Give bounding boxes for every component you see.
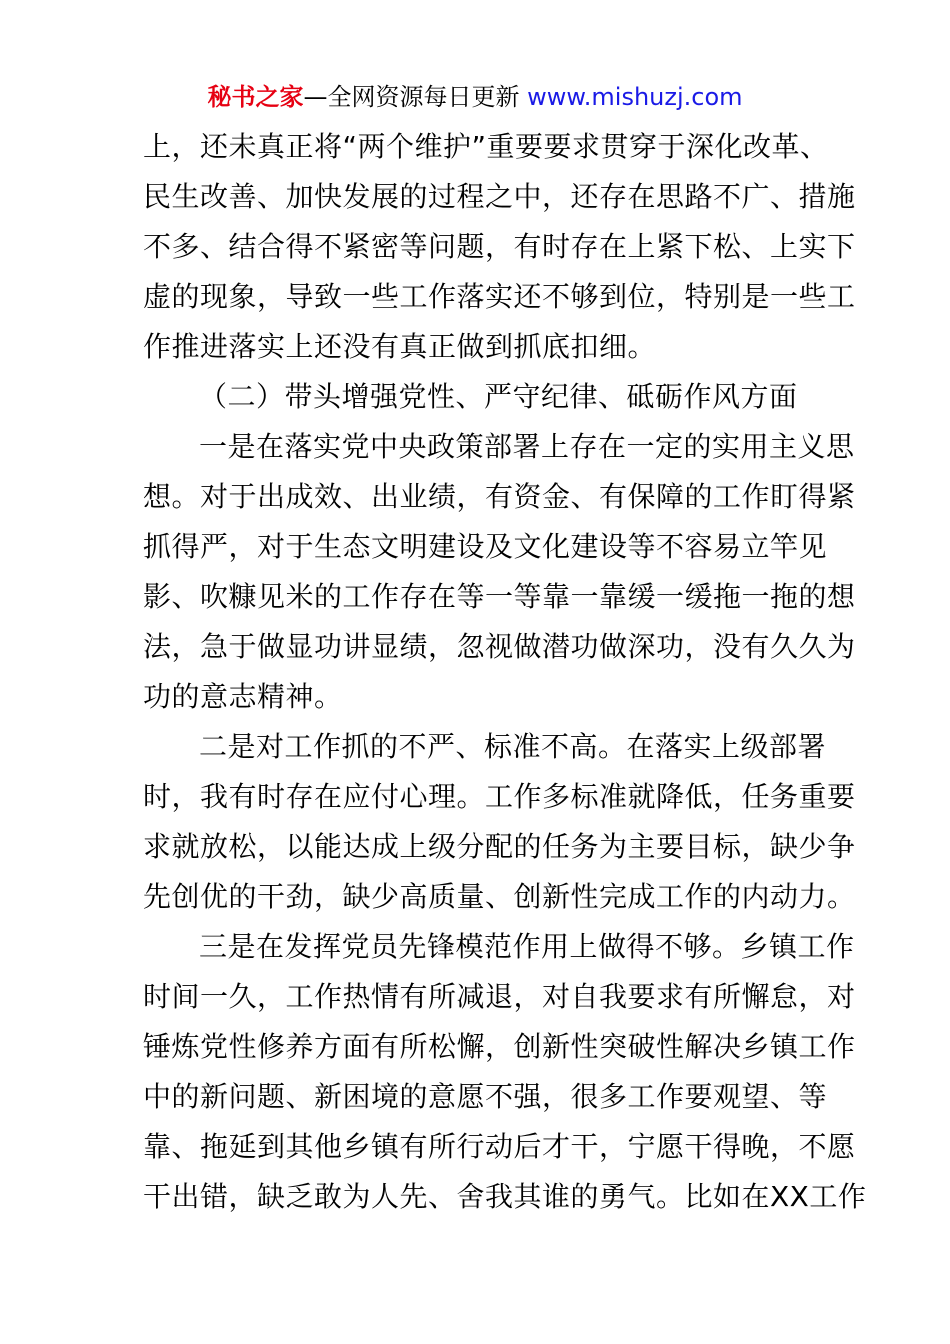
site-tagline: —全网资源每日更新 bbox=[303, 83, 528, 111]
text-line: 时间一久，工作热情有所减退，对自我要求有所懈怠，对 bbox=[143, 980, 856, 1013]
text-line: 想。对于出成效、出业绩，有资金、有保障的工作盯得紧 bbox=[143, 480, 856, 513]
section-heading: （二）带头增强党性、严守纪律、砥砺作风方面 bbox=[199, 380, 798, 413]
text-line: 三是在发挥党员先锋模范作用上做得不够。乡镇工作 bbox=[199, 930, 855, 963]
brand-name: 秘书之家 bbox=[207, 83, 304, 111]
text-line: 一是在落实党中央政策部署上存在一定的实用主义思 bbox=[199, 430, 855, 463]
site-header bbox=[0, 80, 950, 114]
text-line: 先创优的干劲，缺少高质量、创新性完成工作的内动力。 bbox=[143, 880, 856, 913]
text-line: 虚的现象，导致一些工作落实还不够到位，特别是一些工 bbox=[143, 280, 856, 313]
text-line: 干出错，缺乏敢为人先、舍我其谁的勇气。比如在XX工作 bbox=[143, 1180, 867, 1213]
document-body bbox=[143, 122, 867, 1222]
text-line: 民生改善、加快发展的过程之中，还存在思路不广、措施 bbox=[143, 180, 856, 213]
text-line: 二是对工作抓的不严、标准不高。在落实上级部署 bbox=[199, 730, 827, 763]
site-url-link[interactable]: www.mishuzj.com bbox=[527, 83, 743, 111]
text-line: 锤炼党性修养方面有所松懈，创新性突破性解决乡镇工作 bbox=[143, 1030, 856, 1063]
text-line: 法，急于做显功讲显绩，忽视做潜功做深功，没有久久为 bbox=[143, 630, 856, 663]
text-line: 影、吹糠见米的工作存在等一等靠一靠缓一缓拖一拖的想 bbox=[143, 580, 856, 613]
text-line: 功的意志精神。 bbox=[143, 680, 343, 713]
text-line: 上，还未真正将“两个维护”重要要求贯穿于深化改革、 bbox=[143, 130, 829, 163]
text-line: 靠、拖延到其他乡镇有所行动后才干，宁愿干得晚，不愿 bbox=[143, 1130, 856, 1163]
text-line: 时，我有时存在应付心理。工作多标准就降低，任务重要 bbox=[143, 780, 856, 813]
text-line: 作推进落实上还没有真正做到抓底扣细。 bbox=[143, 330, 657, 363]
text-line: 不多、结合得不紧密等问题，有时存在上紧下松、上实下 bbox=[143, 230, 856, 263]
text-line: 中的新问题、新困境的意愿不强，很多工作要观望、等 bbox=[143, 1080, 828, 1113]
text-line: 抓得严，对于生态文明建设及文化建设等不容易立竿见 bbox=[143, 530, 828, 563]
text-line: 求就放松，以能达成上级分配的任务为主要目标，缺少争 bbox=[143, 830, 856, 863]
